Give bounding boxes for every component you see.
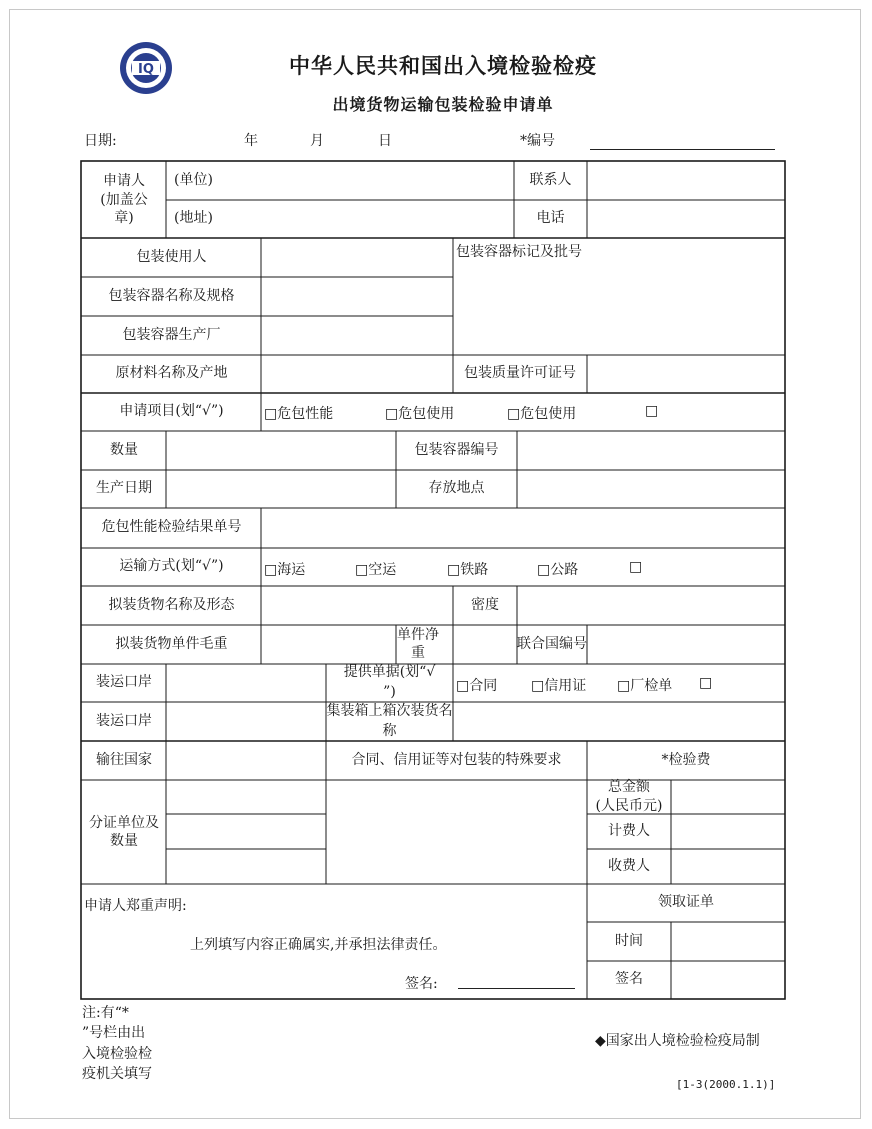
month-label: 月: [310, 133, 324, 149]
raw-material-label: 原材料名称及产地: [115, 365, 228, 382]
svg-text:IQ: IQ: [138, 62, 154, 77]
goods-name-form-label: 拟装货物名称及形态: [108, 596, 235, 613]
date-label: 日期:: [84, 133, 117, 149]
transport-option-rail[interactable]: □铁路: [447, 562, 489, 578]
application-items-label: 申请项目(划“√”): [119, 403, 224, 420]
applicant-address-label: (地址): [174, 210, 213, 227]
container-manufacturer-label: 包装容器生产厂: [122, 326, 221, 343]
year-label: 年: [244, 133, 258, 149]
footer-note: 注:有“* ”号栏由出 入境检验检 疫机关填写: [82, 1005, 152, 1082]
un-number-label: 联合国编号: [517, 635, 587, 652]
loading-port-label-2: 装运口岸: [96, 712, 152, 729]
applicant-unit-label: (单位): [174, 172, 213, 189]
issuer-text: ◆国家出人境检验检疫局制: [595, 1033, 760, 1049]
contact-label: 联系人: [529, 172, 572, 189]
documents-provided-label: 提供单据(划“√ ”): [343, 664, 436, 700]
item-option-blank[interactable]: □: [645, 403, 659, 419]
total-amount-label: 总金额 (人民币元): [595, 779, 663, 814]
transport-option-road[interactable]: □公路: [537, 562, 579, 578]
transport-mode-label: 运输方式(划“√”): [119, 558, 224, 575]
applicant-sign-line[interactable]: [458, 988, 575, 989]
container-name-spec-label: 包装容器名称及规格: [108, 287, 235, 304]
inspection-fee-label: *检验费: [661, 751, 711, 768]
declaration-text: 上列填写内容正确属实,并承担法律责任。: [190, 937, 447, 953]
loading-port-label-1: 装运口岸: [96, 674, 152, 691]
package-user-label: 包装使用人: [136, 248, 207, 265]
storage-location-label: 存放地点: [428, 480, 485, 497]
transport-option-sea[interactable]: □海运: [264, 562, 306, 578]
item-option-hazard-performance[interactable]: □危包性能: [264, 406, 334, 422]
gross-weight-label: 拟装货物单件毛重: [115, 635, 228, 652]
container-number-label: 包装容器编号: [414, 441, 499, 458]
transport-option-air[interactable]: □空运: [355, 562, 397, 578]
fee-collector-label: 收费人: [608, 857, 650, 874]
container-goods-name-label: 集装箱上箱次装货名 称: [326, 702, 453, 739]
phone-field[interactable]: [587, 200, 785, 238]
applicant-label: 申请人 (加盖公 章): [100, 172, 148, 227]
contact-field[interactable]: [587, 162, 785, 200]
form-subtitle: 出境货物运输包装检验申请单: [332, 95, 554, 114]
receive-sign-label: 签名: [615, 971, 643, 988]
item-option-hazard-use-2[interactable]: □危包使用: [507, 406, 577, 422]
special-requirements-label: 合同、信用证等对包装的特殊要求: [351, 751, 562, 768]
destination-country-label: 输往国家: [96, 751, 152, 768]
quantity-label: 数量: [110, 441, 138, 458]
container-mark-batch-label: 包装容器标记及批号: [456, 244, 582, 260]
doc-option-blank[interactable]: □: [699, 675, 713, 691]
quality-license-label: 包装质量许可证号: [464, 365, 576, 382]
receive-certificate-label: 领取证单: [658, 894, 714, 911]
day-label: 日: [378, 133, 392, 149]
item-option-hazard-use-1[interactable]: □危包使用: [385, 406, 455, 422]
split-unit-quantity-label: 分证单位及 数量: [89, 814, 159, 849]
net-weight-label: 单件净 重: [397, 627, 439, 661]
density-label: 密度: [471, 596, 499, 613]
doc-option-factory-inspection[interactable]: □厂检单: [617, 678, 673, 694]
form-code: [1-3(2000.1.1)]: [676, 1078, 776, 1091]
doc-option-lc[interactable]: □信用证: [531, 678, 587, 694]
hazard-result-number-label: 危包性能检验结果单号: [101, 519, 242, 536]
applicant-sign-label: 签名:: [405, 976, 438, 992]
form-title: 中华人民共和国出入境检验检疫: [289, 53, 597, 78]
production-date-label: 生产日期: [96, 480, 152, 497]
receive-time-label: 时间: [615, 932, 643, 949]
declaration-label: 申请人郑重声明:: [84, 898, 187, 914]
doc-option-contract[interactable]: □合同: [456, 678, 498, 694]
number-label: *编号: [520, 133, 555, 149]
phone-label: 电话: [536, 210, 565, 227]
transport-option-blank[interactable]: □: [629, 559, 643, 575]
fee-charger-label: 计费人: [608, 822, 650, 839]
